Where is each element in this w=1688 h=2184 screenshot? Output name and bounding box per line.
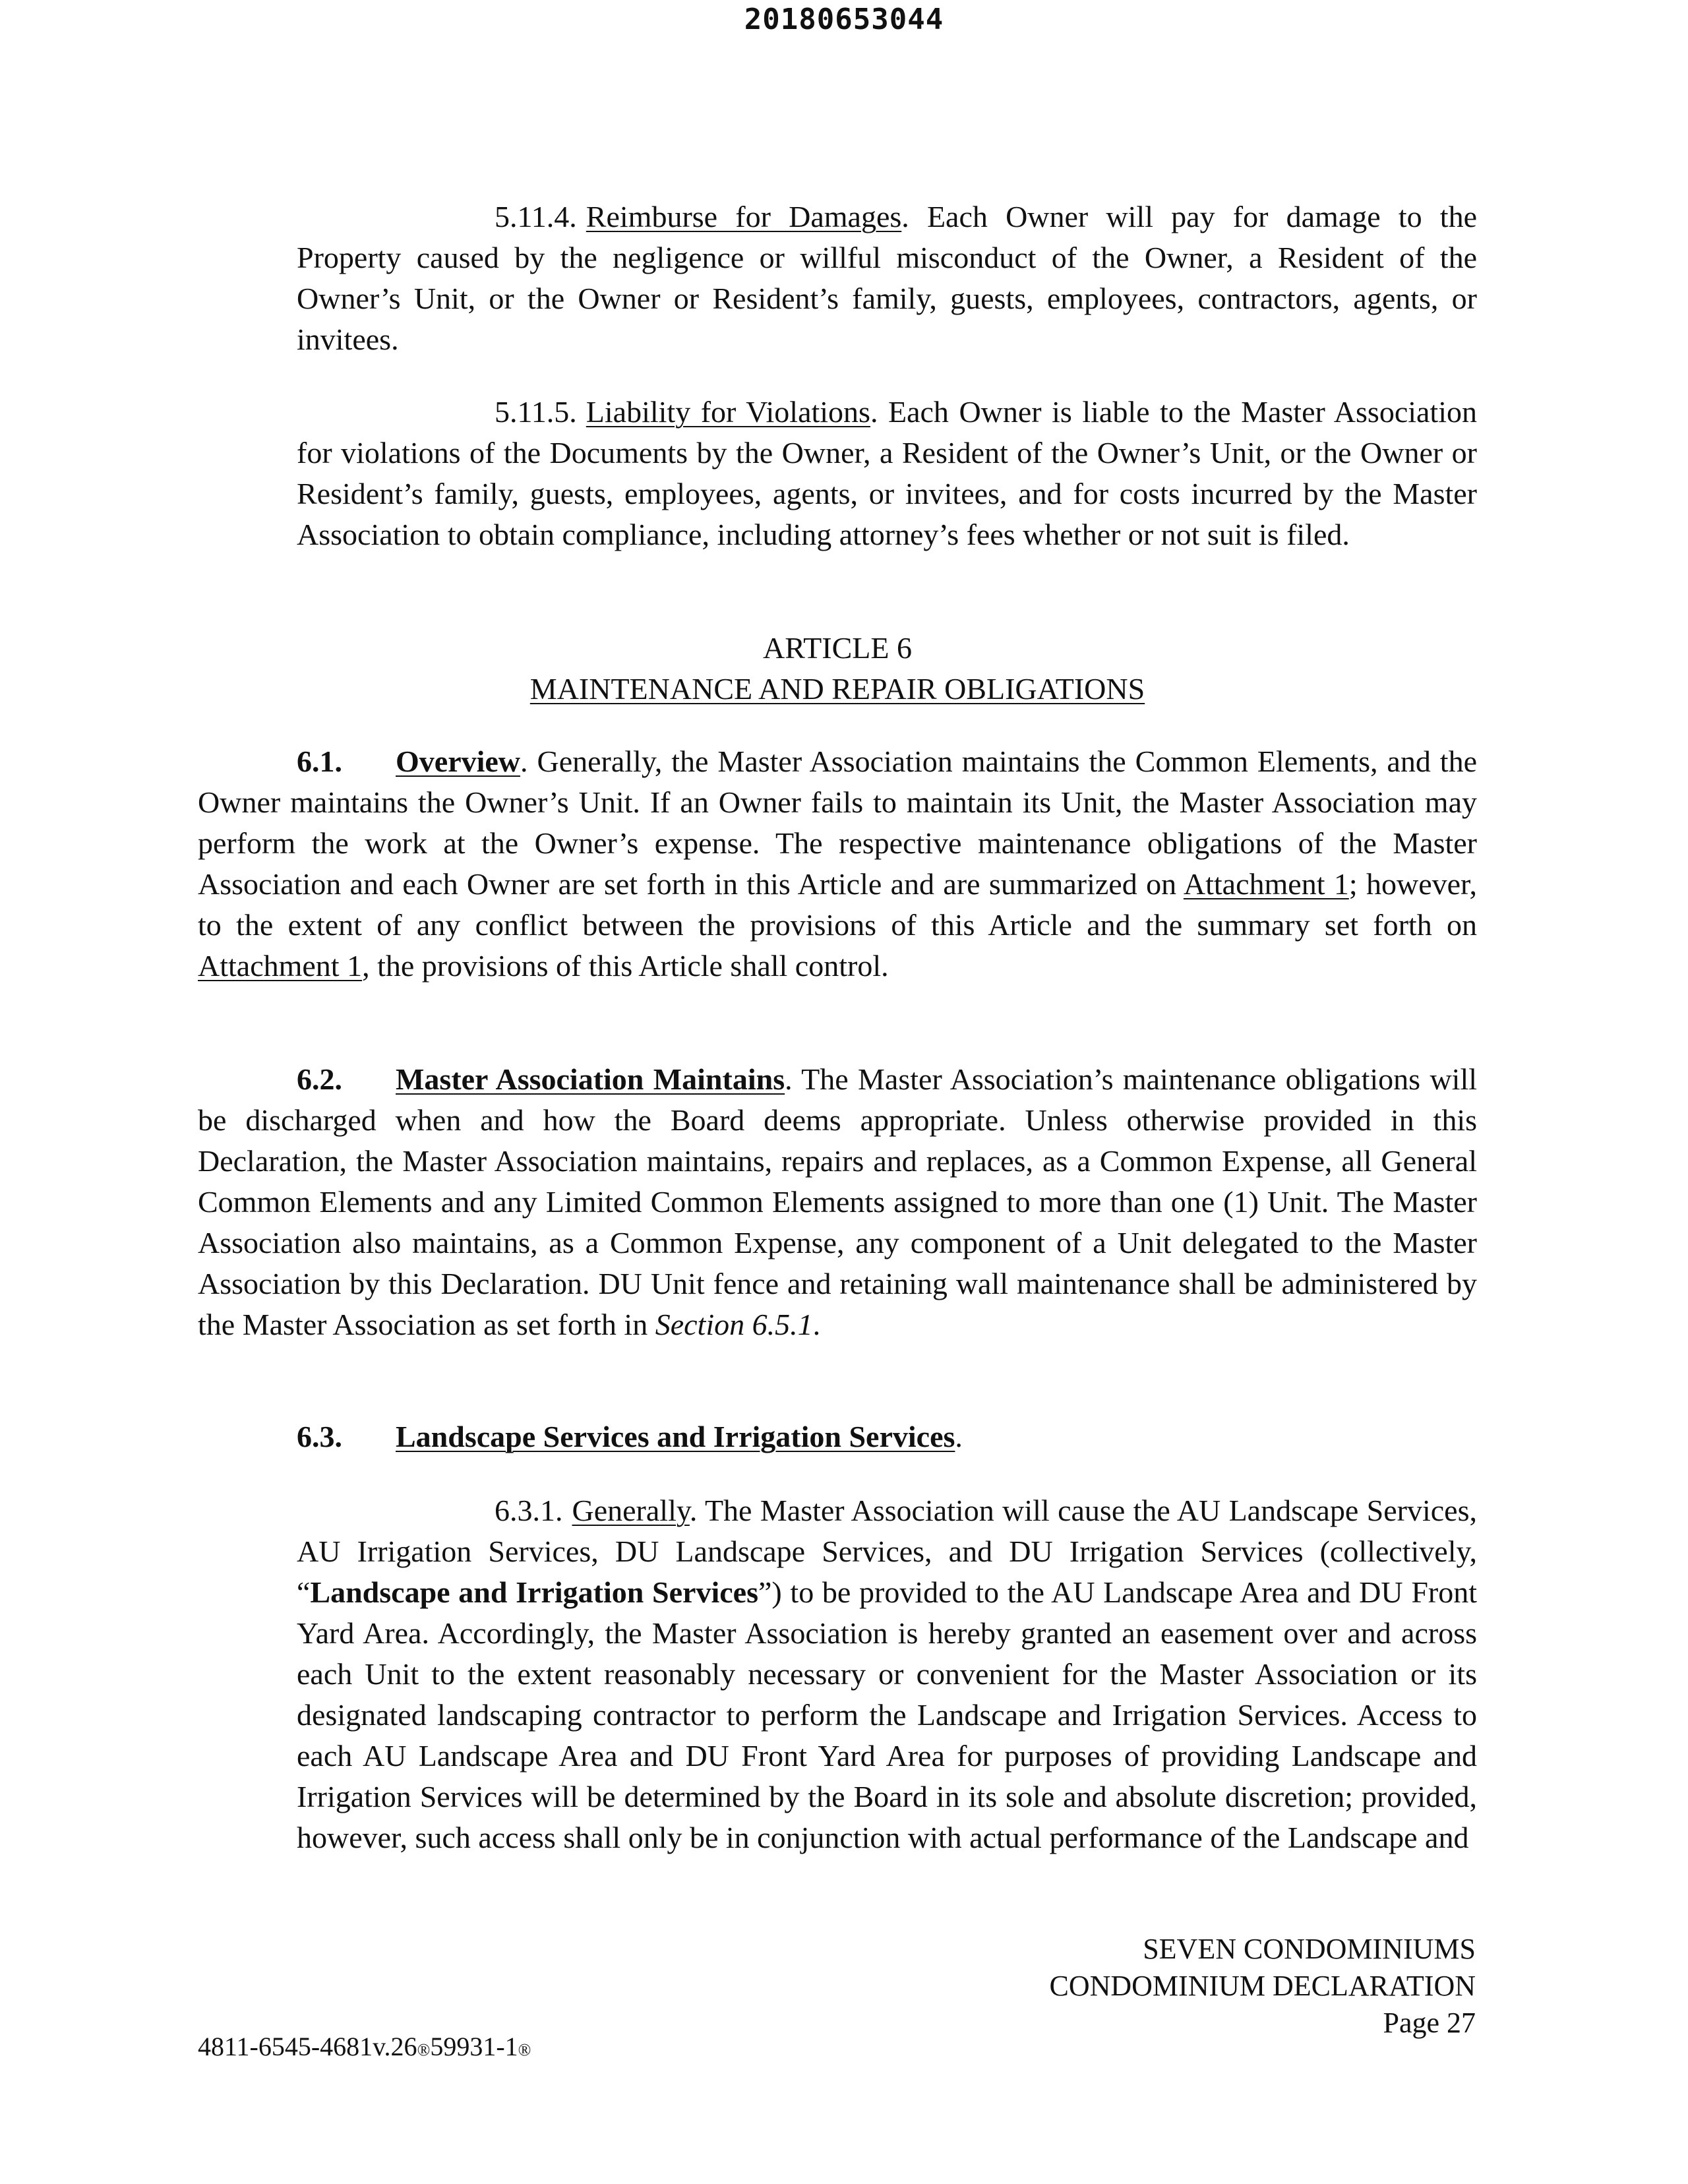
doc-number: 4811-6545-4681v.26: [198, 2032, 417, 2061]
article-title-text: MAINTENANCE AND REPAIR OBLIGATIONS: [529, 672, 1145, 706]
section-text: ”) to be provided to the AU Landscape Area and DU Front Yard Area. Accordingly, the Master Association is hereby granted an easement over and across each Unit to the extent reasonably necessary or convenient for the Master Association or its designated landscaping contractor to perform the Landscape and Irrigation Services. Access to each AU Landscape Area and DU Front Yard Area for purposes of providing Landscape and Irrigation Services will be determined by the Board in its sole and absolute discretion; provided, however, such access shall only be in conjunction with actual performance of the Landscape and: [297, 1575, 1477, 1854]
matter-number: 59931-1: [430, 2032, 518, 2061]
section-text: . Each Owner is liable to the Master Association for violations of the Documents by the Owner, a Resident of the Owner’s Unit, or the Owner or Resident’s family, guests, employees, agents, or invitees, and for costs incurred by the Master Association to obtain compliance, including attorney’s fees whether or not suit is filed.: [297, 395, 1477, 551]
recording-number: 20180653044: [744, 3, 944, 36]
section-number: 6.2.: [297, 1062, 342, 1096]
article-title: [198, 669, 1477, 710]
article-number: ARTICLE 6: [763, 631, 912, 665]
section-number: 5.11.5.: [495, 395, 577, 429]
section-text: , the provisions of this Article shall control.: [362, 949, 889, 983]
section-heading: Master Association Maintains: [396, 1062, 785, 1096]
section-number: 6.3.: [297, 1420, 342, 1453]
attachment-link[interactable]: Attachment 1: [1183, 867, 1349, 901]
document-number: [198, 2031, 531, 2062]
doc-mark: ®: [417, 2040, 431, 2059]
footer-document-title: CONDOMINIUM DECLARATION: [1049, 1970, 1476, 2002]
section-6-2: [198, 1059, 1477, 1345]
section-heading: Generally: [572, 1494, 690, 1527]
page-number: Page 27: [1383, 2007, 1476, 2039]
section-5-11-4: [297, 197, 1477, 360]
section-6-3: [198, 1416, 1477, 1457]
section-number: 6.3.1.: [495, 1494, 563, 1527]
footer-project-name: SEVEN CONDOMINIUMS: [1143, 1933, 1476, 1965]
section-5-11-5: [297, 392, 1477, 555]
section-heading: Liability for Violations: [586, 395, 870, 429]
section-text: . The Master Association’s maintenance obligations will be discharged when and how the Board deems appropriate. Unless otherwise provided in this Declaration, the Master Association maintains, repairs and replaces, as a Common Expense, all General Common Elements and any Limited Common Elements assigned to more than one (1) Unit. The Master Association also maintains, as a Common Expense, any component of a Unit delegated to the Master Association by this Declaration. DU Unit fence and retaining wall maintenance shall be administered by the Master Association as set forth in: [198, 1062, 1477, 1341]
section-text: .: [812, 1308, 821, 1341]
section-number: 6.1.: [297, 744, 342, 778]
page-footer: [1049, 1931, 1476, 2042]
section-text: ; however, to the extent of any conflict between the provisions of this Article and the summary set forth on: [198, 867, 1478, 942]
matter-mark: ®: [518, 2040, 531, 2059]
defined-term: Landscape and Irrigation Services: [310, 1575, 758, 1609]
section-6-3-1: [297, 1490, 1477, 1858]
section-text: .: [955, 1420, 963, 1453]
section-text: . Each Owner will pay for damage to the Property caused by the negligence or willful misconduct of the Owner, a Resident of the Owner’s Unit, or the Owner or Resident’s family, guests, employees, contractors, agents, or invitees.: [297, 200, 1477, 356]
section-heading: Landscape Services and Irrigation Services: [396, 1420, 955, 1453]
section-text: . The Master Association will cause the AU Landscape Services, AU Irrigation Services, DU Landscape Services, and DU Irrigation Services (collectively, “: [297, 1494, 1477, 1609]
section-text: . Generally, the Master Association maintains the Common Elements, and the Owner maintains the Owner’s Unit. If an Owner fails to maintain its Unit, the Master Association may perform the work at the Owner’s expense. The respective maintenance obligations of the Master Association and each Owner are set forth in this Article and are summarized on: [198, 744, 1477, 901]
section-heading: Overview: [396, 744, 521, 778]
attachment-link[interactable]: Attachment 1: [198, 949, 363, 983]
section-6-1: [198, 741, 1477, 986]
section-reference: Section 6.5.1: [655, 1308, 813, 1341]
section-heading: Reimburse for Damages: [586, 200, 902, 233]
section-number: 5.11.4.: [495, 200, 577, 233]
